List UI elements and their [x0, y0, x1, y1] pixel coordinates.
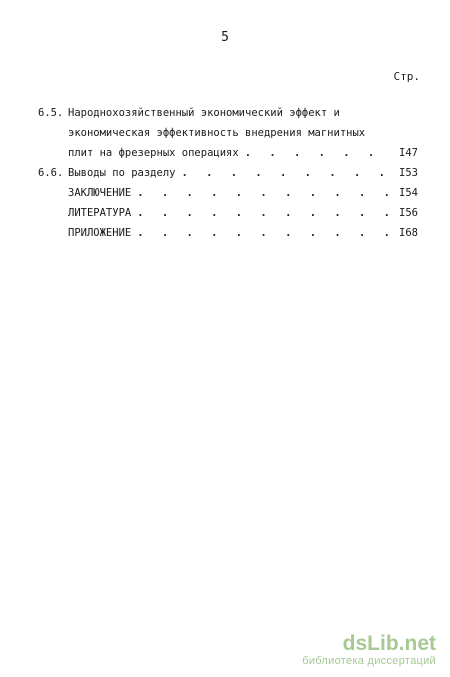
toc-entry-6-5-line-3[interactable] [38, 143, 418, 163]
table-of-contents [38, 103, 418, 243]
toc-entry-page: I68 [399, 227, 418, 239]
dot-leader [137, 223, 390, 243]
toc-entry-title: ЗАКЛЮЧЕНИЕ [68, 187, 132, 199]
dot-leader [137, 183, 390, 203]
toc-entry-number: 6.5. [38, 107, 64, 119]
dot-leader [137, 203, 390, 223]
toc-entry-title: Народнохозяйственный экономический эффект и [68, 107, 340, 119]
toc-entry-conclusion[interactable] [38, 183, 418, 203]
toc-entry-page: I54 [399, 187, 418, 199]
page-number: 5 [221, 30, 229, 45]
dot-leader [181, 163, 390, 183]
watermark-caption: библиотека диссертаций [302, 655, 436, 667]
toc-entry-page: I56 [399, 207, 418, 219]
toc-entry-title: плит на фрезерных операциях [68, 147, 239, 159]
toc-entry-number: 6.6. [38, 167, 64, 179]
toc-entry-6-5-line-1[interactable] [38, 103, 418, 123]
toc-entry-title: экономическая эффективность внедрения магнитных [68, 127, 366, 139]
toc-entry-title: Выводы по разделу [68, 167, 176, 179]
toc-entry-6-5-line-2[interactable] [38, 123, 418, 143]
page-column-label: Стр. [393, 70, 420, 83]
toc-entry-page: I47 [399, 147, 418, 159]
toc-entry-appendix[interactable] [38, 223, 418, 243]
toc-entry-title: ПРИЛОЖЕНИЕ [68, 227, 132, 239]
site-watermark [302, 633, 436, 667]
watermark-logo: dsLib.net [342, 632, 436, 655]
toc-entry-page: I53 [399, 167, 418, 179]
toc-entry-title: ЛИТЕРАТУРА [68, 207, 132, 219]
dot-leader [245, 143, 390, 163]
toc-entry-6-6[interactable] [38, 163, 418, 183]
toc-entry-literature[interactable] [38, 203, 418, 223]
